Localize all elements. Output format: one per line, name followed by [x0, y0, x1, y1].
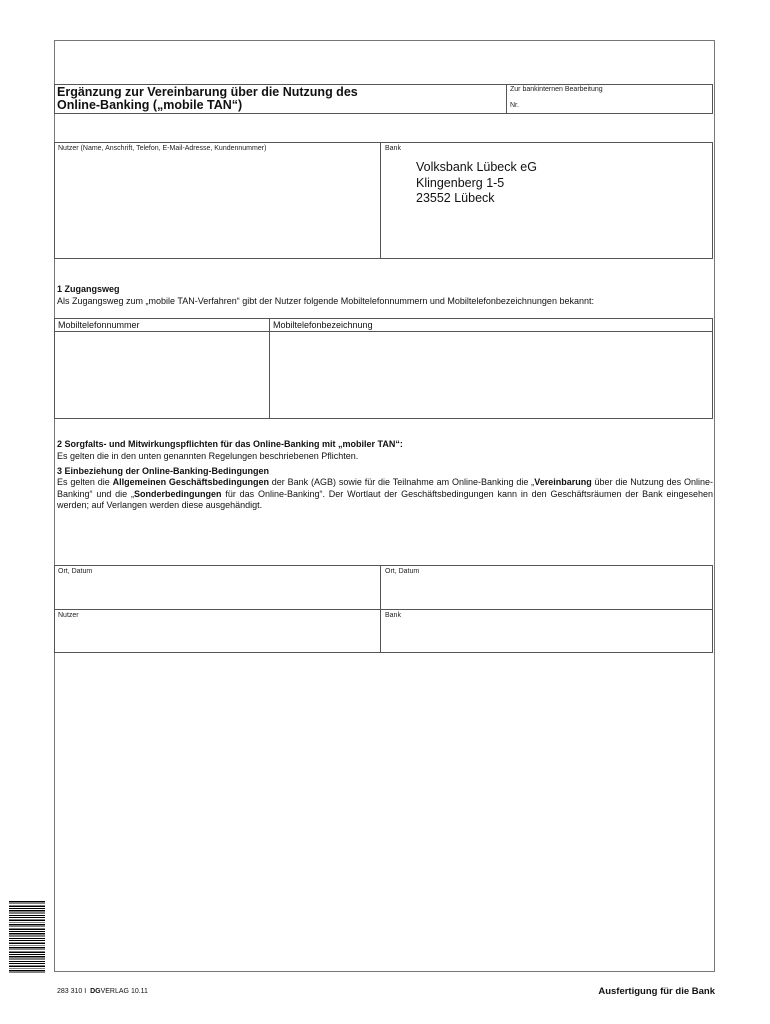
parties-box [54, 142, 713, 259]
section3-heading: 3 Einbeziehung der Online-Banking-Bedingungen [57, 466, 270, 476]
bank-label: Bank [385, 145, 401, 152]
column-phone-name: Mobiltelefonbezeichnung [273, 320, 373, 330]
user-field[interactable]: Nutzer (Name, Anschrift, Telefon, E-Mail-Adresse, Kundennummer) [58, 145, 267, 152]
section1-heading: 1 Zugangsweg [57, 284, 120, 294]
copy-label: Ausfertigung für die Bank [598, 986, 715, 997]
section2-heading: 2 Sorgfalts- und Mitwirkungspflichten für das Online-Banking mit „mobiler TAN“: [57, 439, 403, 449]
barcode [9, 901, 45, 973]
bank-address [416, 160, 537, 207]
bank-street: Klingenberg 1-5 [416, 175, 505, 190]
bank-name: Volksbank Lübeck eG [416, 160, 537, 174]
form-title [57, 86, 358, 112]
title-divider [506, 84, 507, 114]
parties-divider [380, 142, 381, 259]
signature-mid-line [54, 609, 713, 610]
phone-number-input[interactable] [55, 332, 268, 418]
footer-form-number: 283 310 I DGVERLAG 10.11 [57, 988, 148, 995]
internal-processing-label: Zur bankinternen Bearbeitung [510, 86, 603, 93]
bank-city: 23552 Lübeck [416, 191, 495, 205]
place-date-user-field[interactable]: Ort, Datum [58, 568, 93, 575]
signature-divider [380, 565, 381, 653]
section3-text: Es gelten die Allgemeinen Geschäftsbedingungen der Bank (AGB) sowie für die Teilnahme am Online-Banking die „Vereinbarung über die Nutzung des Online-Banking“ und die „Sonderbedingungen für das Online-Banking“. Der Wortlaut der Geschäftsbedingungen kann in den Geschäftsräumen der Bank eingesehen werden; auf Verlangen werden diese ausgehändigt. [57, 477, 714, 511]
section2-text: Es gelten die in den unten genannten Regelungen beschriebenen Pflichten. [57, 451, 359, 461]
phone-name-input[interactable] [270, 332, 712, 418]
form-title-line2: Online-Banking („mobile TAN“) [57, 98, 243, 112]
bank-signature-field[interactable]: Bank [385, 612, 401, 619]
nr-field[interactable]: Nr. [510, 102, 519, 109]
form-title-line1: Ergänzung zur Vereinbarung über die Nutzung des [57, 85, 358, 99]
place-date-bank-field[interactable]: Ort, Datum [385, 568, 420, 575]
user-signature-field[interactable]: Nutzer [58, 612, 79, 619]
section1-text: Als Zugangsweg zum „mobile TAN-Verfahren“ gibt der Nutzer folgende Mobiltelefonnummern und Mobiltelefonbezeichnungen bekannt: [57, 296, 594, 306]
column-phone-number: Mobiltelefonnummer [58, 320, 140, 330]
